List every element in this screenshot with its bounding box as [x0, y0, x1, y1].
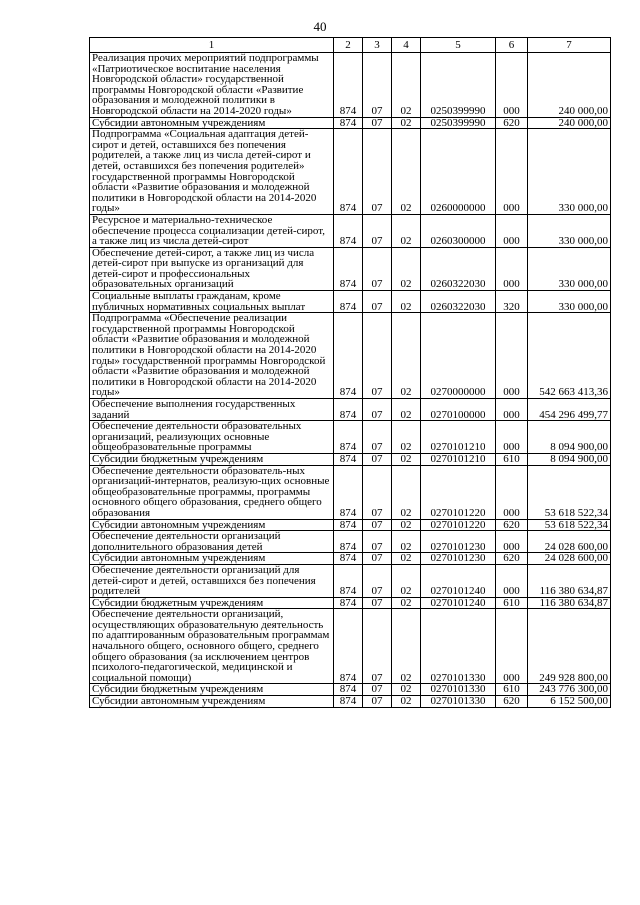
subsection-code-cell: 02 [392, 129, 421, 215]
table-row [90, 291, 611, 313]
amount-cell: 24 028 600,00 [528, 531, 611, 553]
grbs-code-cell: 874 [334, 519, 363, 531]
target-article-code-cell: 0250399990 [421, 117, 496, 129]
item-name-cell: Обеспечение деятельности образователь-ных организаций-интернатов, реализую-щих основные общеобразовательные программы, программы основного общего образования, среднего общего образования [90, 465, 334, 519]
section-code-cell: 07 [363, 129, 392, 215]
grbs-code-cell: 874 [334, 291, 363, 313]
target-article-code-cell: 0260322030 [421, 291, 496, 313]
grbs-code-cell: 874 [334, 564, 363, 597]
table-row [90, 553, 611, 565]
item-name-cell: Субсидии автономным учреждениям [90, 117, 334, 129]
expense-type-code-cell: 610 [496, 597, 528, 609]
item-name-cell: Подпрограмма «Обеспечение реализации государственной программы Новгородской области «Развитие образования и молодежной политики в Новгородской области на 2014-2020 годы» государственной программы Новгородской области «Развитие образования и молодежной политики в Новгородской области на 2014-2020 годы» [90, 313, 334, 399]
item-name-cell: Подпрограмма «Социальная адаптация детей-сирот и детей, оставшихся без попечения родителей, а также лиц из числа детей-сирот и детей, оставшихся без попечения родителей» государственной программы Новгородской области «Развитие образования и молодежной политики в Новгородской области на 2014-2020 годы» [90, 129, 334, 215]
column-header: 6 [496, 38, 528, 53]
item-name-cell: Обеспечение деятельности организаций, осуществляющих образовательную деятельность по адаптированным образовательным программам начального общего, основного общего, среднего общего образования (за исключением центров психолого-педагогической, медицинской и социальной помощи) [90, 609, 334, 684]
section-code-cell: 07 [363, 609, 392, 684]
target-article-code-cell: 0270101240 [421, 597, 496, 609]
subsection-code-cell: 02 [392, 214, 421, 247]
item-name-cell: Субсидии автономным учреждениям [90, 696, 334, 708]
target-article-code-cell: 0270101210 [421, 453, 496, 465]
subsection-code-cell: 02 [392, 465, 421, 519]
table-row [90, 465, 611, 519]
expense-type-code-cell: 000 [496, 609, 528, 684]
item-name-cell: Обеспечение деятельности образовательных организаций, реализующих основные общеобразовательные программы [90, 421, 334, 454]
expense-type-code-cell: 000 [496, 399, 528, 421]
grbs-code-cell: 874 [334, 214, 363, 247]
target-article-code-cell: 0270101230 [421, 531, 496, 553]
subsection-code-cell: 02 [392, 291, 421, 313]
subsection-code-cell: 02 [392, 519, 421, 531]
table-row [90, 313, 611, 399]
target-article-code-cell: 0270101220 [421, 465, 496, 519]
grbs-code-cell: 874 [334, 696, 363, 708]
amount-cell: 330 000,00 [528, 291, 611, 313]
item-name-cell: Обеспечение детей-сирот, а также лиц из числа детей-сирот при выпуске из организаций для детей-сирот и профессиональных образовательных организаций [90, 247, 334, 290]
grbs-code-cell: 874 [334, 117, 363, 129]
column-header: 1 [90, 38, 334, 53]
table-row [90, 129, 611, 215]
amount-cell: 240 000,00 [528, 117, 611, 129]
budget-table [89, 37, 611, 708]
section-code-cell: 07 [363, 214, 392, 247]
target-article-code-cell: 0260322030 [421, 247, 496, 290]
expense-type-code-cell: 620 [496, 553, 528, 565]
amount-cell: 243 776 300,00 [528, 684, 611, 696]
table-row [90, 531, 611, 553]
section-code-cell: 07 [363, 399, 392, 421]
amount-cell: 116 380 634,87 [528, 597, 611, 609]
item-name-cell: Социальные выплаты гражданам, кроме публичных нормативных социальных выплат [90, 291, 334, 313]
table-row [90, 421, 611, 454]
section-code-cell: 07 [363, 684, 392, 696]
table-row [90, 399, 611, 421]
subsection-code-cell: 02 [392, 313, 421, 399]
table-row [90, 609, 611, 684]
expense-type-code-cell: 000 [496, 313, 528, 399]
table-row [90, 519, 611, 531]
grbs-code-cell: 874 [334, 129, 363, 215]
section-code-cell: 07 [363, 465, 392, 519]
expense-type-code-cell: 320 [496, 291, 528, 313]
target-article-code-cell: 0270101230 [421, 553, 496, 565]
grbs-code-cell: 874 [334, 421, 363, 454]
subsection-code-cell: 02 [392, 247, 421, 290]
table-row [90, 53, 611, 118]
item-name-cell: Субсидии бюджетным учреждениям [90, 684, 334, 696]
grbs-code-cell: 874 [334, 313, 363, 399]
expense-type-code-cell: 000 [496, 53, 528, 118]
grbs-code-cell: 874 [334, 609, 363, 684]
grbs-code-cell: 874 [334, 597, 363, 609]
target-article-code-cell: 0270101220 [421, 519, 496, 531]
target-article-code-cell: 0270101240 [421, 564, 496, 597]
amount-cell: 330 000,00 [528, 214, 611, 247]
item-name-cell: Обеспечение выполнения государственных заданий [90, 399, 334, 421]
item-name-cell: Субсидии бюджетным учреждениям [90, 597, 334, 609]
target-article-code-cell: 0270101210 [421, 421, 496, 454]
subsection-code-cell: 02 [392, 564, 421, 597]
item-name-cell: Ресурсное и материально-техническое обеспечение процесса социализации детей-сирот, а также лиц из числа детей-сирот [90, 214, 334, 247]
section-code-cell: 07 [363, 421, 392, 454]
target-article-code-cell: 0260300000 [421, 214, 496, 247]
section-code-cell: 07 [363, 453, 392, 465]
item-name-cell: Субсидии автономным учреждениям [90, 553, 334, 565]
amount-cell: 240 000,00 [528, 53, 611, 118]
expense-type-code-cell: 620 [496, 696, 528, 708]
subsection-code-cell: 02 [392, 597, 421, 609]
subsection-code-cell: 02 [392, 696, 421, 708]
section-code-cell: 07 [363, 519, 392, 531]
section-code-cell: 07 [363, 696, 392, 708]
item-name-cell: Обеспечение деятельности организаций для детей-сирот и детей, оставшихся без попечения родителей [90, 564, 334, 597]
item-name-cell: Обеспечение деятельности организаций дополнительного образования детей [90, 531, 334, 553]
section-code-cell: 07 [363, 531, 392, 553]
subsection-code-cell: 02 [392, 553, 421, 565]
target-article-code-cell: 0270101330 [421, 684, 496, 696]
expense-type-code-cell: 000 [496, 421, 528, 454]
amount-cell: 24 028 600,00 [528, 553, 611, 565]
expense-type-code-cell: 610 [496, 453, 528, 465]
grbs-code-cell: 874 [334, 553, 363, 565]
amount-cell: 8 094 900,00 [528, 421, 611, 454]
subsection-code-cell: 02 [392, 421, 421, 454]
expense-type-code-cell: 000 [496, 214, 528, 247]
subsection-code-cell: 02 [392, 531, 421, 553]
grbs-code-cell: 874 [334, 453, 363, 465]
amount-cell: 53 618 522,34 [528, 465, 611, 519]
target-article-code-cell: 0270101330 [421, 696, 496, 708]
target-article-code-cell: 0270000000 [421, 313, 496, 399]
subsection-code-cell: 02 [392, 53, 421, 118]
target-article-code-cell: 0270101330 [421, 609, 496, 684]
section-code-cell: 07 [363, 597, 392, 609]
item-name-cell: Субсидии бюджетным учреждениям [90, 453, 334, 465]
column-header: 3 [363, 38, 392, 53]
table-row [90, 247, 611, 290]
subsection-code-cell: 02 [392, 399, 421, 421]
amount-cell: 116 380 634,87 [528, 564, 611, 597]
expense-type-code-cell: 000 [496, 531, 528, 553]
column-header: 5 [421, 38, 496, 53]
table-row [90, 117, 611, 129]
table-row [90, 214, 611, 247]
amount-cell: 330 000,00 [528, 129, 611, 215]
subsection-code-cell: 02 [392, 684, 421, 696]
grbs-code-cell: 874 [334, 465, 363, 519]
expense-type-code-cell: 620 [496, 117, 528, 129]
subsection-code-cell: 02 [392, 609, 421, 684]
subsection-code-cell: 02 [392, 453, 421, 465]
amount-cell: 330 000,00 [528, 247, 611, 290]
amount-cell: 542 663 413,36 [528, 313, 611, 399]
table-row [90, 453, 611, 465]
subsection-code-cell: 02 [392, 117, 421, 129]
item-name-cell: Реализация прочих мероприятий подпрограммы «Патриотическое воспитание населения Новгородской области» государственной программы Новгородской области «Развитие образования и молодежной политики в Новгородской области на 2014-2020 годы» [90, 53, 334, 118]
grbs-code-cell: 874 [334, 684, 363, 696]
grbs-code-cell: 874 [334, 399, 363, 421]
section-code-cell: 07 [363, 553, 392, 565]
grbs-code-cell: 874 [334, 247, 363, 290]
target-article-code-cell: 0250399990 [421, 53, 496, 118]
expense-type-code-cell: 610 [496, 684, 528, 696]
table-row [90, 597, 611, 609]
expense-type-code-cell: 000 [496, 247, 528, 290]
section-code-cell: 07 [363, 291, 392, 313]
section-code-cell: 07 [363, 564, 392, 597]
amount-cell: 6 152 500,00 [528, 696, 611, 708]
table-row [90, 684, 611, 696]
table-row [90, 564, 611, 597]
amount-cell: 454 296 499,77 [528, 399, 611, 421]
section-code-cell: 07 [363, 53, 392, 118]
target-article-code-cell: 0260000000 [421, 129, 496, 215]
column-header: 2 [334, 38, 363, 53]
target-article-code-cell: 0270100000 [421, 399, 496, 421]
expense-type-code-cell: 620 [496, 519, 528, 531]
grbs-code-cell: 874 [334, 531, 363, 553]
section-code-cell: 07 [363, 247, 392, 290]
grbs-code-cell: 874 [334, 53, 363, 118]
amount-cell: 53 618 522,34 [528, 519, 611, 531]
table-row [90, 696, 611, 708]
item-name-cell: Субсидии автономным учреждениям [90, 519, 334, 531]
amount-cell: 8 094 900,00 [528, 453, 611, 465]
page-number: 40 [313, 19, 327, 34]
section-code-cell: 07 [363, 117, 392, 129]
expense-type-code-cell: 000 [496, 465, 528, 519]
section-code-cell: 07 [363, 313, 392, 399]
expense-type-code-cell: 000 [496, 129, 528, 215]
column-header: 4 [392, 38, 421, 53]
amount-cell: 249 928 800,00 [528, 609, 611, 684]
expense-type-code-cell: 000 [496, 564, 528, 597]
column-header: 7 [528, 38, 611, 53]
column-number-row [90, 38, 611, 53]
